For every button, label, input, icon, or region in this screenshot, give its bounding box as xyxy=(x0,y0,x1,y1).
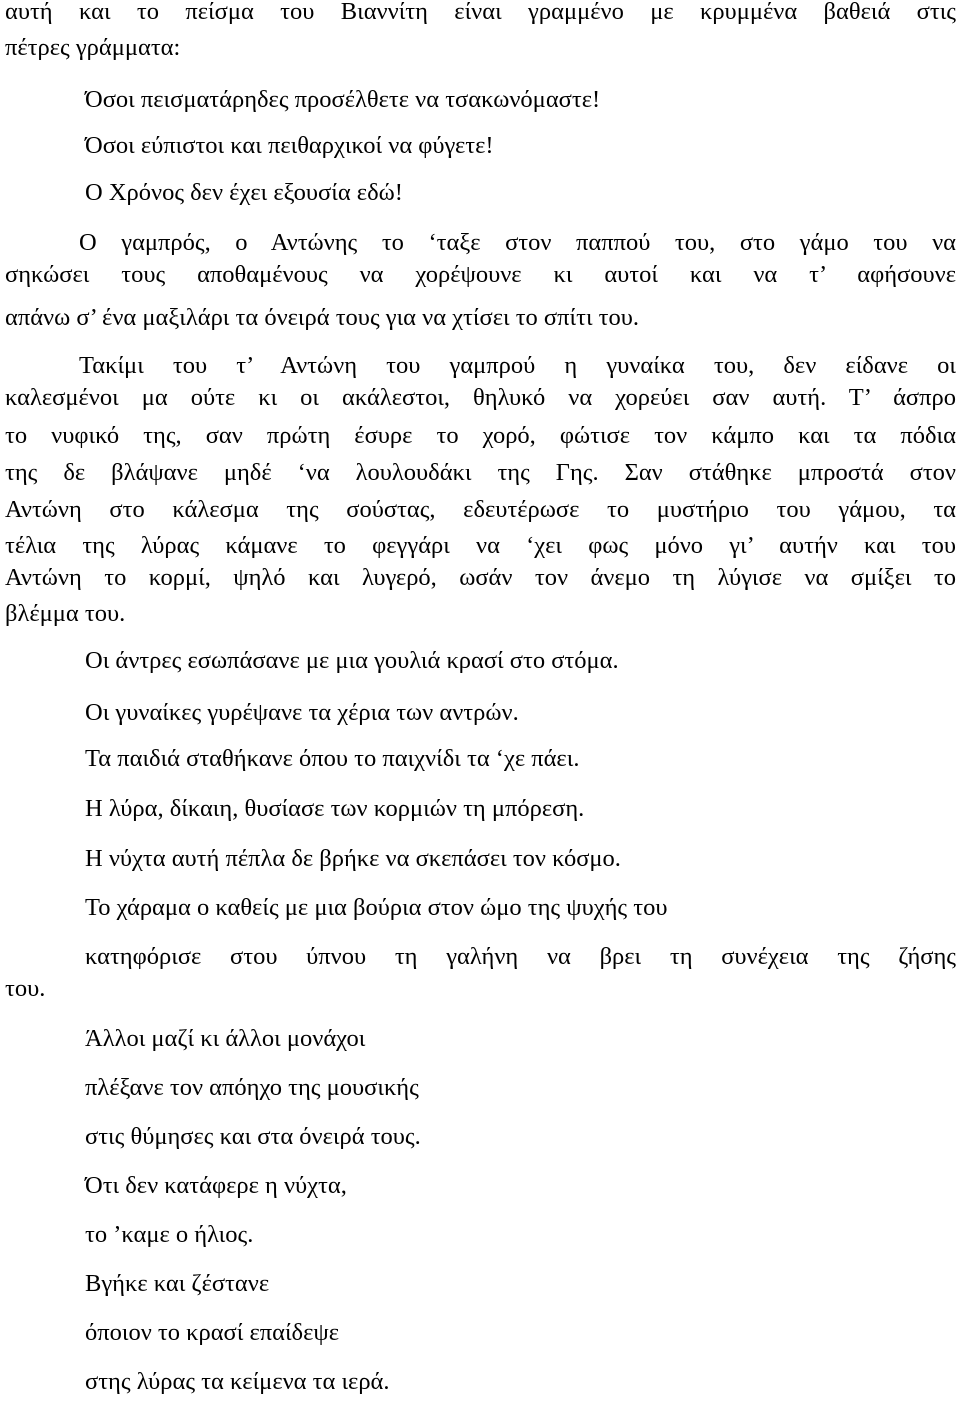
paragraph-line: το νυφικό της, σαν πρώτη έσυρε το χορό, φώτισε τον κάμπο και τα πόδια xyxy=(5,422,956,449)
verse-line: στις θύμησες και στα όνειρά τους. xyxy=(85,1123,421,1150)
verse-line: Όσοι εύπιστοι και πειθαρχικοί να φύγετε! xyxy=(85,132,494,159)
paragraph-line: Αντώνη στο κάλεσμα της σούστας, εδευτέρωσε το μυστήριο του γάμου, τα xyxy=(5,496,956,523)
paragraph-line: απάνω σ’ ένα μαξιλάρι τα όνειρά τους για να χτίσει το σπίτι του. xyxy=(5,304,640,331)
paragraph-line: Ο γαμπρός, ο Αντώνης το ‘ταξε στον παππού του, στο γάμο του να xyxy=(79,229,956,256)
verse-line: του. xyxy=(5,975,46,1002)
intro-line: αυτή και το πείσμα του Βιαννίτη είναι γραμμένο με κρυμμένα βαθειά στις xyxy=(5,0,956,25)
verse-line: Η νύχτα αυτή πέπλα δε βρήκε να σκεπάσει τον κόσμο. xyxy=(85,845,621,872)
verse-line: Όσοι πεισματάρηδες προσέλθετε να τσακωνόμαστε! xyxy=(85,86,601,113)
paragraph-line: σηκώσει τους αποθαμένους να χορέψουνε κι αυτοί και να τ’ αφήσουνε xyxy=(5,261,956,288)
verse-line: στης λύρας τα κείμενα τα ιερά. xyxy=(85,1368,390,1395)
verse-line: κατηφόρισε στου ύπνου τη γαλήνη να βρει τη συνέχεια της ζήσης xyxy=(85,943,956,970)
verse-line: Οι άντρες εσωπάσανε με μια γουλιά κρασί στο στόμα. xyxy=(85,647,619,674)
paragraph-line: βλέμμα του. xyxy=(5,600,126,627)
verse-line: Οι γυναίκες γυρέψανε τα χέρια των αντρών. xyxy=(85,699,519,726)
paragraph-line: Αντώνη το κορμί, ψηλό και λυγερό, ωσάν τον άνεμο τη λύγισε να σμίξει το xyxy=(5,564,956,591)
paragraph-line: Τακίμι του τ’ Αντώνη του γαμπρού η γυναίκα του, δεν είδανε οι xyxy=(79,352,956,379)
paragraph-line: τέλια της λύρας κάμανε το φεγγάρι να ‘χει φως μόνο γι’ αυτήν και του xyxy=(5,532,956,559)
verse-line: Η λύρα, δίκαιη, θυσίασε των κορμιών τη μπόρεση. xyxy=(85,795,585,822)
intro-line: πέτρες γράμματα: xyxy=(5,34,181,61)
verse-line: Άλλοι μαζί κι άλλοι μονάχοι xyxy=(85,1025,366,1052)
verse-line: Το χάραμα ο καθείς με μια βούρια στον ώμο της ψυχής του xyxy=(85,894,668,921)
verse-line: όποιον το κρασί επαίδεψε xyxy=(85,1319,340,1346)
verse-line: Τα παιδιά σταθήκανε όπου το παιχνίδι τα ‘χε πάει. xyxy=(85,745,580,772)
verse-line: Ο Χρόνος δεν έχει εξουσία εδώ! xyxy=(85,179,403,206)
verse-line: Ότι δεν κατάφερε η νύχτα, xyxy=(85,1172,347,1199)
paragraph-line: της δε βλάψανε μηδέ ‘να λουλουδάκι της Γης. Σαν στάθηκε μπροστά στον xyxy=(5,459,956,486)
verse-line: Βγήκε και ζέστανε xyxy=(85,1270,270,1297)
paragraph-line: καλεσμένοι μα ούτε κι οι ακάλεστοι, θηλυκό να χορεύει σαν αυτή. Τ’ άσπρο xyxy=(5,384,956,411)
verse-line: το ’καμε ο ήλιος. xyxy=(85,1221,254,1248)
verse-line: πλέξανε τον απόηχο της μουσικής xyxy=(85,1074,419,1101)
